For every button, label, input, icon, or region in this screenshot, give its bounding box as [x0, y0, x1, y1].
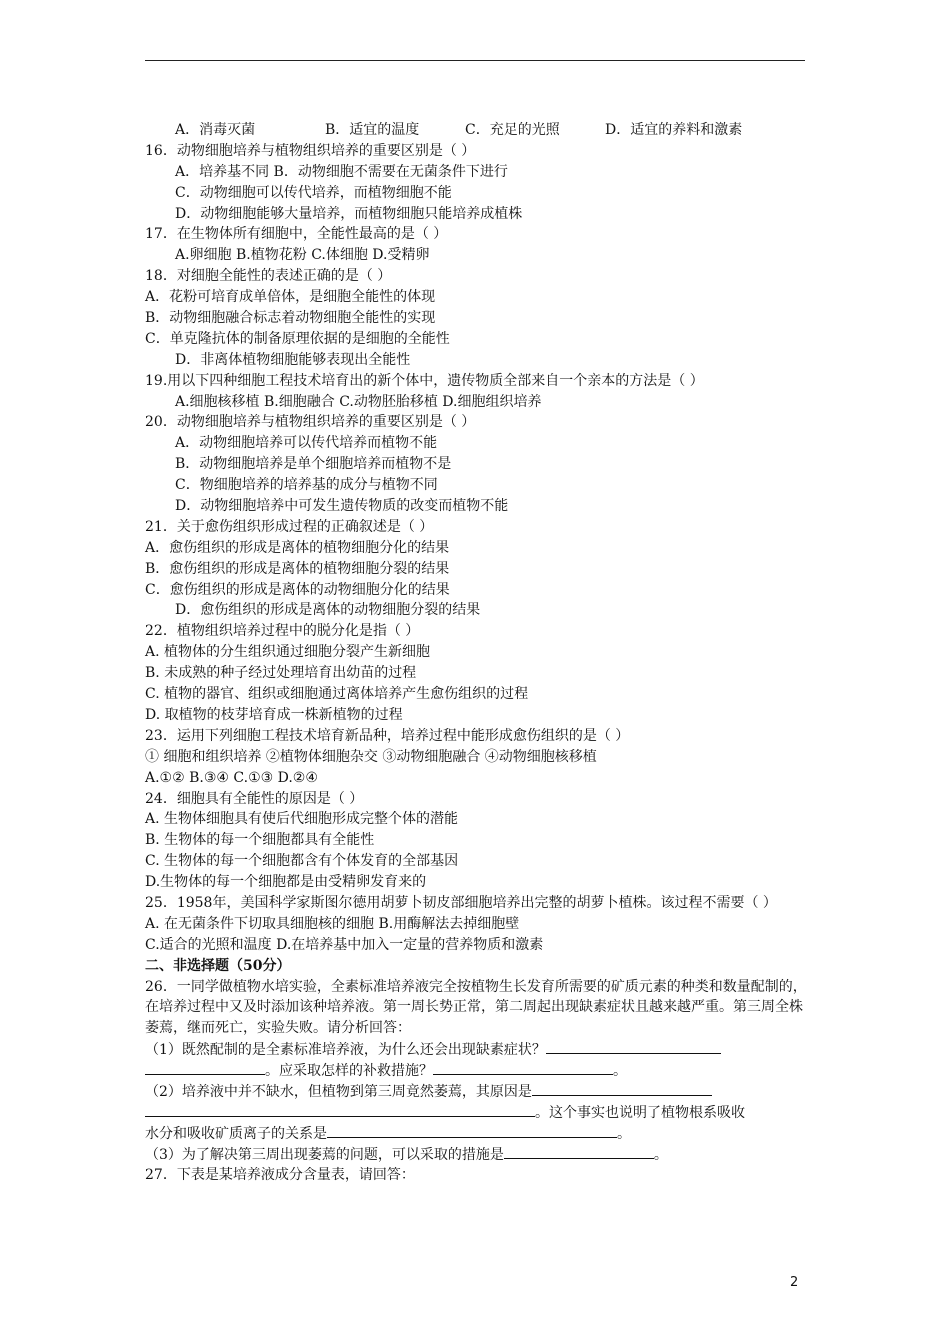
q20-stem: 20．动物细胞培养与植物组织培养的重要区别是（ ） — [145, 414, 476, 431]
q16-stem: 16．动物细胞培养与植物组织培养的重要区别是（ ） — [145, 142, 476, 159]
q26-part2-reason-blank-2[interactable] — [145, 1102, 535, 1117]
q22-option-c: C. 植物的器官、组织或细胞通过离体培养产生愈伤组织的过程 — [145, 686, 529, 703]
q21-option-d: D．愈伤组织的形成是离体的动物细胞分裂的结果 — [175, 602, 481, 619]
q15-option-c: C．充足的光照 — [465, 122, 560, 138]
section-heading: 二、非选择题（50分） — [145, 957, 291, 974]
q26-part3-end: 。 — [653, 1146, 668, 1163]
q17-stem: 17．在生物体所有细胞中，全能性最高的是（ ） — [145, 226, 448, 243]
q24-option-c: C. 生物体的每一个细胞都含有个体发育的全部基因 — [145, 853, 459, 870]
q25-stem: 25．1958年，美国科学家斯图尔德用胡萝卜韧皮部细胞培养出完整的胡萝卜植株。该过程不需要（ ） — [145, 894, 777, 911]
q26-part3-measure-blank[interactable] — [504, 1144, 654, 1159]
q26-part2-line2 — [145, 1102, 810, 1123]
q24-stem: 24．细胞具有全能性的原因是（ ） — [145, 790, 364, 807]
q17-options: A.卵细胞 B.植物花粉 C.体细胞 D.受精卵 — [175, 247, 430, 264]
q26-part3-line — [145, 1144, 810, 1165]
q18-stem: 18．对细胞全能性的表述正确的是（ ） — [145, 268, 392, 285]
q15-options — [145, 120, 810, 141]
q26-part2-end: 。 — [617, 1125, 631, 1142]
q26-part2-line3 — [145, 1123, 810, 1144]
q16-option-d: D．动物细胞能够大量培养，而植物细胞只能培养成植株 — [175, 205, 523, 222]
q26-part2-reason-blank-1[interactable] — [532, 1081, 712, 1096]
q26-part1-line1 — [145, 1039, 810, 1060]
q26-part2-fact: 。这个事实也说明了植物根系吸收 — [535, 1104, 745, 1121]
q26-part2-line1 — [145, 1081, 810, 1102]
q20-option-c: C．物细胞培养的培养基的成分与植物不同 — [175, 477, 438, 494]
q23-stem: 23．运用下列细胞工程技术培育新品种，培养过程中能形成愈伤组织的是（ ） — [145, 727, 630, 744]
q26-part1-remedy: 。应采取怎样的补救措施？ — [265, 1063, 433, 1080]
q21-stem: 21．关于愈伤组织形成过程的正确叙述是（ ） — [145, 518, 434, 535]
header-rule — [145, 60, 805, 61]
q27-stem: 27．下表是某培养液成分含量表，请回答： — [145, 1166, 415, 1183]
q21-option-c: C．愈伤组织的形成是离体的动物细胞分化的结果 — [145, 581, 450, 598]
q18-option-b: B．动物细胞融合标志着动物细胞全能性的实现 — [145, 310, 436, 327]
q26-part2-relation-blank[interactable] — [327, 1123, 617, 1138]
q21-option-a: A．愈伤组织的形成是离体的植物细胞分化的结果 — [145, 539, 450, 556]
q22-option-b: B. 未成熟的种子经过处理培育出幼苗的过程 — [145, 665, 417, 682]
q18-option-a: A．花粉可培育成单倍体，是细胞全能性的体现 — [145, 289, 436, 306]
q26-stem: 26．一同学做植物水培实验，全素标准培养液完全按植物生长发育所需要的矿质元素的种类和数量配制的，在培养过程中又及时添加该种培养液。第一周长势正常，第二周起出现缺素症状且越来越严重。第三周全株萎蔫，继而死亡，实验失败。请分析回答： — [145, 978, 807, 1037]
q16-option-ab: A．培养基不同 B．动物细胞不需要在无菌条件下进行 — [175, 163, 508, 180]
q25-option-cd: C.适合的光照和温度 D.在培养基中加入一定量的营养物质和激素 — [145, 936, 544, 953]
q20-option-b: B．动物细胞培养是单个细胞培养而植物不是 — [175, 456, 452, 473]
q22-stem: 22．植物组织培养过程中的脱分化是指（ ） — [145, 623, 420, 640]
q24-option-d: D.生物体的每一个细胞都是由受精卵发育来的 — [145, 874, 427, 891]
q26-part1-line2 — [145, 1060, 810, 1081]
q15-option-d: D．适宜的养料和激素 — [605, 122, 743, 138]
q18-option-d: D．非离体植物细胞能够表现出全能性 — [175, 351, 411, 368]
q21-option-b: B．愈伤组织的形成是离体的植物细胞分裂的结果 — [145, 560, 450, 577]
question-sheet — [145, 120, 810, 1185]
q15-option-b: B．适宜的温度 — [325, 122, 420, 138]
q26-part3-question: （3）为了解决第三周出现萎蔫的问题，可以采取的措施是 — [145, 1146, 504, 1163]
q26-part1-answer-blank-2[interactable] — [145, 1060, 265, 1075]
q26-part1-question: （1）既然配制的是全素标准培养液，为什么还会出现缺素症状？ — [145, 1042, 546, 1059]
q26-part1-remedy-blank[interactable] — [433, 1060, 613, 1075]
q16-option-c: C．动物细胞可以传代培养，而植物细胞不能 — [175, 184, 452, 201]
q18-option-c: C．单克隆抗体的制备原理依据的是细胞的全能性 — [145, 330, 450, 347]
page-number: 2 — [790, 1275, 799, 1290]
q26-part1-answer-blank-1[interactable] — [546, 1039, 721, 1054]
q25-option-ab: A. 在无菌条件下切取具细胞核的细胞 B.用酶解法去掉细胞壁 — [145, 915, 520, 932]
q15-option-a: A．消毒灭菌 — [175, 122, 256, 138]
q24-option-b: B. 生物体的每一个细胞都具有全能性 — [145, 832, 375, 849]
q26-part2-relation: 水分和吸收矿质离子的关系是 — [145, 1125, 327, 1142]
q20-option-d: D．动物细胞培养中可发生遗传物质的改变而植物不能 — [175, 498, 509, 515]
q19-options: A.细胞核移植 B.细胞融合 C.动物胚胎移植 D.细胞组织培养 — [175, 393, 542, 410]
q24-option-a: A. 生物体细胞具有使后代细胞形成完整个体的潜能 — [145, 811, 459, 828]
q26-part1-end: 。 — [613, 1063, 627, 1080]
q22-option-d: D. 取植物的枝芽培育成一株新植物的过程 — [145, 706, 403, 723]
q20-option-a: A．动物细胞培养可以传代培养而植物不能 — [175, 435, 438, 452]
q23-items: ① 细胞和组织培养 ②植物体细胞杂交 ③动物细胞融合 ④动物细胞核移植 — [145, 748, 597, 765]
q23-options: A.①② B.③④ C.①③ D.②④ — [145, 769, 318, 786]
q22-option-a: A. 植物体的分生组织通过细胞分裂产生新细胞 — [145, 644, 431, 661]
q19-stem: 19.用以下四种细胞工程技术培育出的新个体中，遗传物质全部来自一个亲本的方法是（ ） — [145, 372, 704, 389]
q26-part2-question: （2）培养液中并不缺水，但植物到第三周竟然萎蔫，其原因是 — [145, 1084, 532, 1101]
